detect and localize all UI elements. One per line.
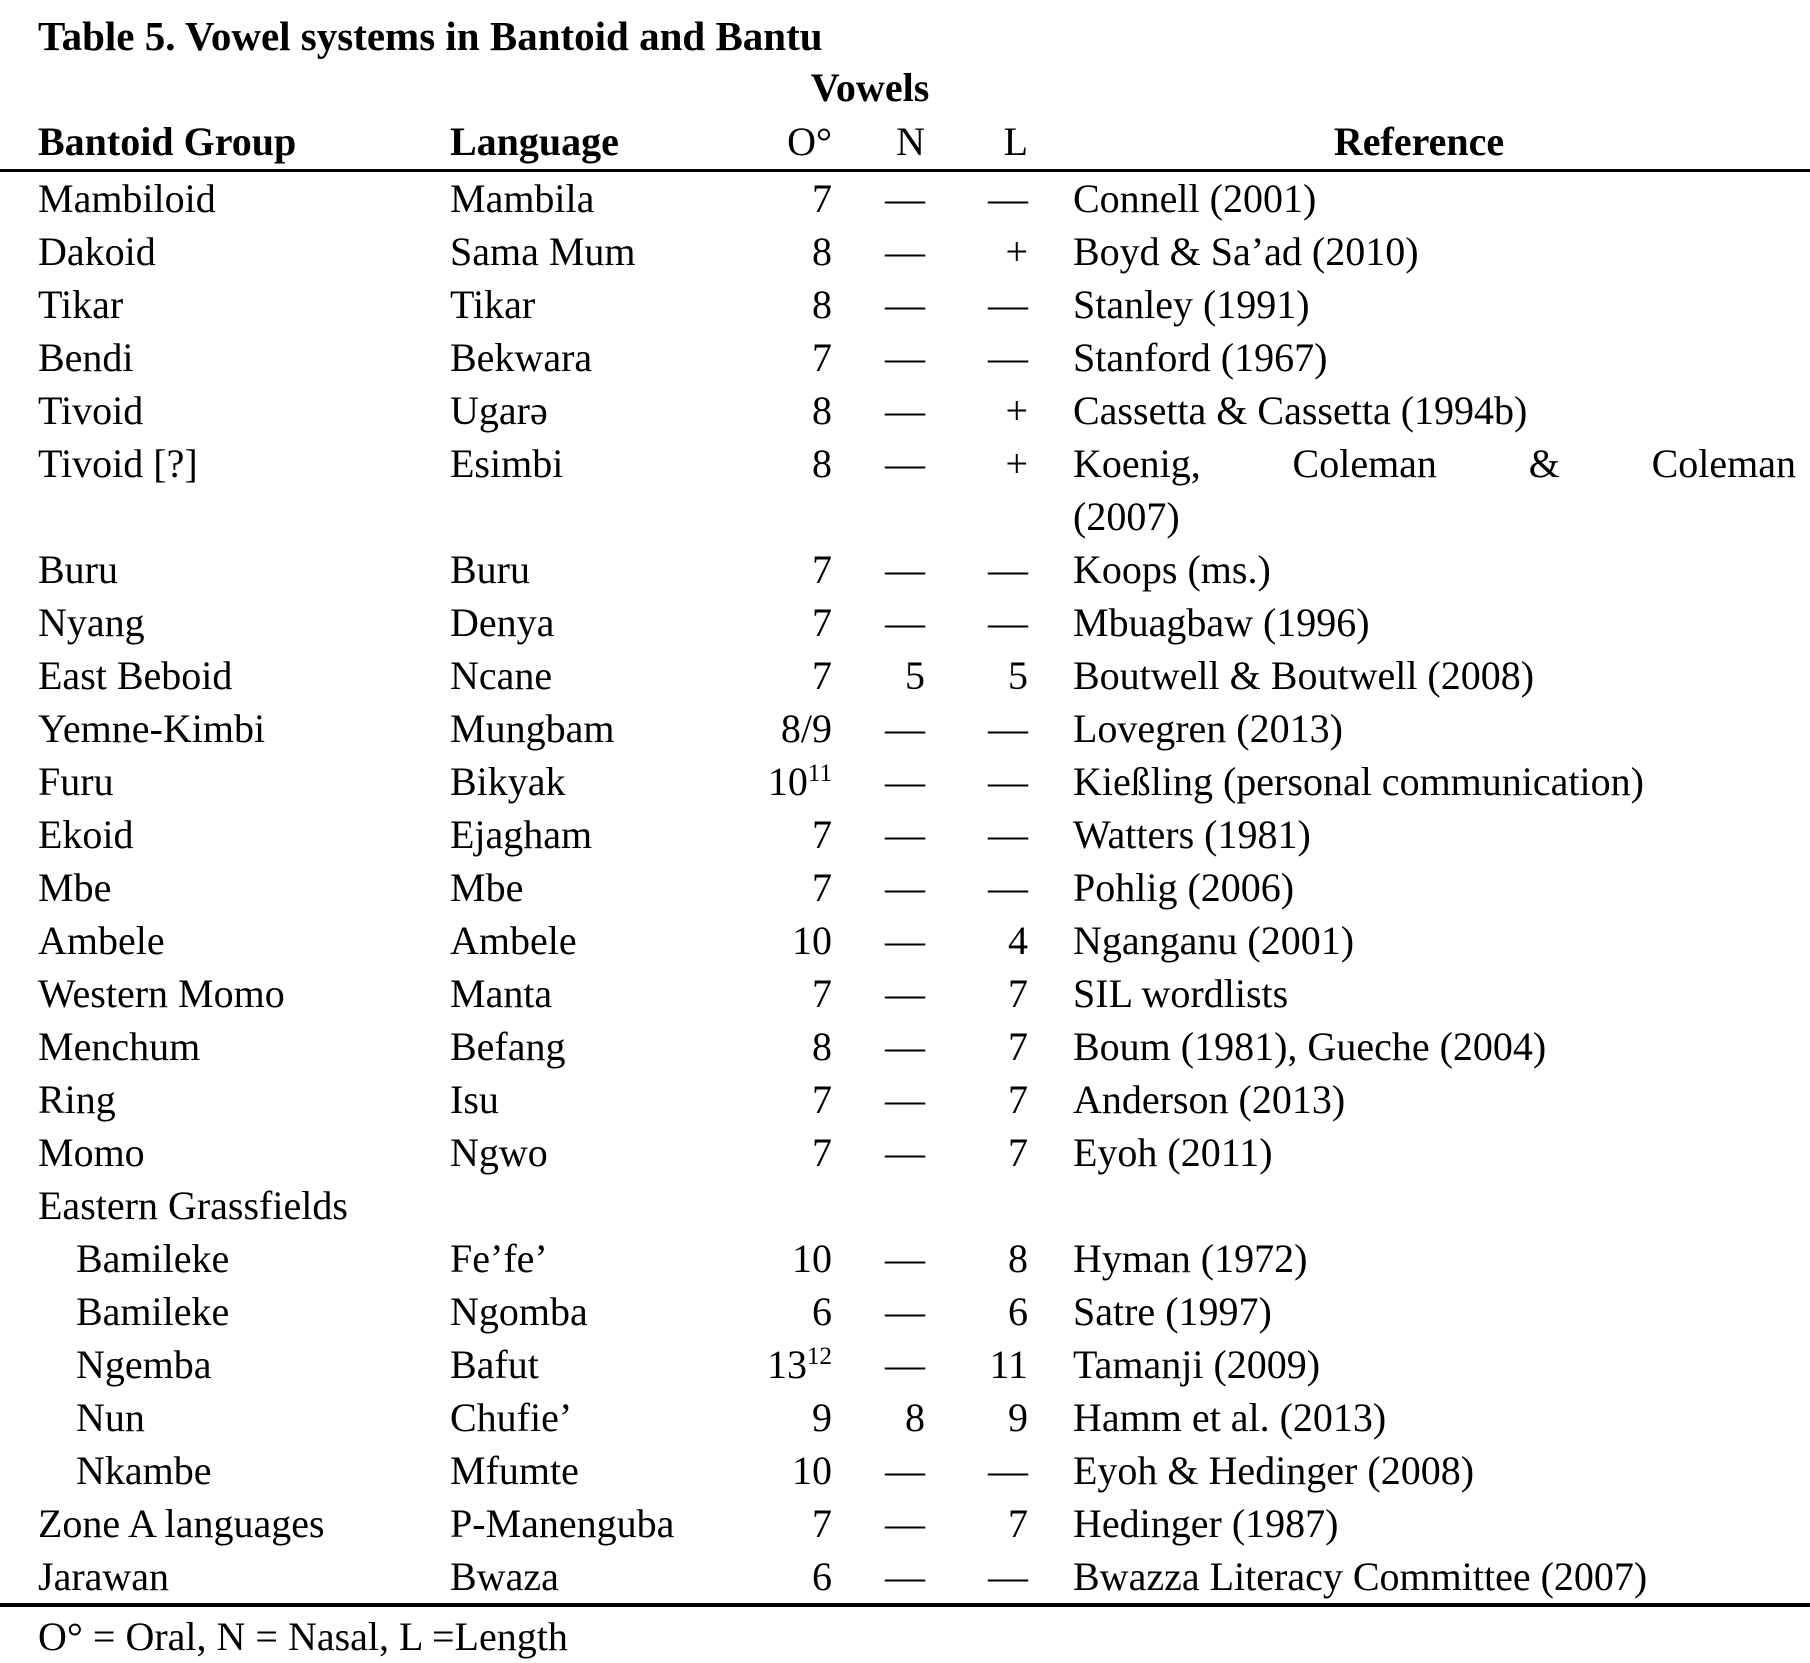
cell-bantoid-group: Nkambe	[76, 1448, 212, 1493]
cell-nasal-count: —	[885, 918, 925, 963]
cell-oral-count: 10	[792, 1448, 832, 1493]
cell-reference: Tamanji (2009)	[1073, 1342, 1321, 1387]
cell-language: Befang	[450, 1024, 566, 1069]
cell-nasal-count: —	[885, 441, 925, 486]
cell-oral-count: 8	[812, 388, 832, 433]
cell-length-count: —	[988, 282, 1028, 327]
cell-nasal-count: —	[885, 1236, 925, 1281]
cell-oral-count: 7	[812, 176, 832, 221]
cell-reference: Nganganu (2001)	[1073, 918, 1355, 963]
cell-oral-count: 7	[812, 653, 832, 698]
cell-length-count: 9	[1008, 1395, 1028, 1440]
table-row	[0, 1285, 1810, 1338]
spacer-cell	[450, 62, 712, 114]
col-header-reference: Reference	[1028, 114, 1810, 171]
cell-language: Bekwara	[450, 335, 593, 380]
cell-length-count: 7	[1008, 1024, 1028, 1069]
cell-reference: Connell (2001)	[1073, 176, 1317, 221]
cell-language: Mambila	[450, 176, 595, 221]
cell-length-count: —	[988, 865, 1028, 910]
cell-reference: Hamm et al. (2013)	[1073, 1395, 1387, 1440]
table-title: Table 5. Vowel systems in Bantoid and Bantu	[38, 13, 823, 59]
table-row	[0, 702, 1810, 755]
cell-nasal-count: —	[885, 1289, 925, 1334]
footnote-marker: 12	[807, 1343, 832, 1371]
cell-oral-count: 7	[812, 1077, 832, 1122]
cell-nasal-count: —	[885, 971, 925, 1016]
table-row	[0, 1550, 1810, 1605]
cell-language: Ejagham	[450, 812, 593, 857]
cell-language: Tikar	[450, 282, 536, 327]
cell-oral-count: 10	[792, 1236, 832, 1281]
cell-nasal-count: —	[885, 1554, 925, 1599]
cell-oral-count: 8	[812, 229, 832, 274]
cell-language: Ambele	[450, 918, 577, 963]
cell-language: Ngomba	[450, 1289, 588, 1334]
cell-reference: Koenig, Coleman & Coleman (2007)	[1073, 441, 1796, 539]
cell-bantoid-group: Momo	[38, 1130, 145, 1175]
cell-oral-count: 8	[812, 1024, 832, 1069]
table-row	[0, 1020, 1810, 1073]
cell-length-count: —	[988, 176, 1028, 221]
cell-bantoid-group: Ekoid	[38, 812, 134, 857]
cell-language: Bafut	[450, 1342, 539, 1387]
table-row	[0, 967, 1810, 1020]
cell-bantoid-group: East Beboid	[38, 653, 233, 698]
cell-length-count: 7	[1008, 1501, 1028, 1546]
cell-reference: Cassetta & Cassetta (1994b)	[1073, 388, 1528, 433]
cell-oral-count: 7	[812, 971, 832, 1016]
cell-length-count: 8	[1008, 1236, 1028, 1281]
cell-oral-count: 7	[812, 1501, 832, 1546]
vowels-spanner-row	[0, 62, 1810, 114]
cell-length-count: —	[988, 706, 1028, 751]
cell-oral-count: 6	[812, 1289, 832, 1334]
cell-oral-count: 8	[812, 441, 832, 486]
cell-language: P-Manenguba	[450, 1501, 675, 1546]
cell-oral-count: 7	[812, 812, 832, 857]
table-row	[0, 1391, 1810, 1444]
cell-nasal-count: —	[885, 335, 925, 380]
table-row	[0, 171, 1810, 226]
table-row	[0, 1073, 1810, 1126]
cell-bantoid-group: Eastern Grassfields	[38, 1183, 348, 1228]
cell-bantoid-group: Bamileke	[76, 1289, 230, 1334]
cell-reference: Eyoh & Hedinger (2008)	[1073, 1448, 1475, 1493]
cell-nasal-count: —	[885, 1077, 925, 1122]
cell-bantoid-group: Jarawan	[38, 1554, 170, 1599]
cell-oral-count: 8/9	[780, 706, 832, 751]
cell-length-count: 5	[1008, 653, 1028, 698]
table-row	[0, 225, 1810, 278]
cell-language: Manta	[450, 971, 553, 1016]
column-header-row	[0, 114, 1810, 171]
cell-language: Mbe	[450, 865, 524, 910]
cell-oral-count: 7	[812, 547, 832, 592]
spacer-cell	[1028, 62, 1810, 114]
table-row	[0, 596, 1810, 649]
table-row	[0, 1232, 1810, 1285]
cell-length-count: +	[1005, 388, 1028, 433]
table-row	[0, 649, 1810, 702]
cell-length-count: +	[1005, 441, 1028, 486]
cell-length-count: 11	[989, 1342, 1028, 1387]
cell-oral-count: $10^{11}$	[767, 759, 832, 804]
cell-bantoid-group: Dakoid	[38, 229, 156, 274]
cell-language: Buru	[450, 547, 530, 592]
cell-reference: Pohlig (2006)	[1073, 865, 1295, 910]
cell-reference: Stanford (1967)	[1073, 335, 1328, 380]
cell-length-count: —	[988, 1554, 1028, 1599]
cell-length-count: —	[988, 1448, 1028, 1493]
cell-oral-count: 7	[812, 865, 832, 910]
cell-reference: Eyoh (2011)	[1073, 1130, 1273, 1175]
cell-oral-count: $13^{12}$	[767, 1342, 832, 1387]
cell-language: Bikyak	[450, 759, 566, 804]
cell-oral-count: 7	[812, 335, 832, 380]
cell-oral-count: 7	[812, 1130, 832, 1175]
cell-bantoid-group: Tivoid	[38, 388, 144, 433]
cell-oral-count	[712, 1179, 832, 1232]
col-header-oral: O°	[712, 114, 832, 171]
cell-language: Fe’fe’	[450, 1236, 548, 1281]
cell-reference: Hyman (1972)	[1073, 1236, 1308, 1281]
cell-reference: Watters (1981)	[1073, 812, 1311, 857]
cell-nasal-count: 8	[905, 1395, 925, 1440]
cell-nasal-count: 5	[905, 653, 925, 698]
cell-length-count: —	[988, 547, 1028, 592]
cell-oral-count: 8	[812, 282, 832, 327]
cell-reference: Satre (1997)	[1073, 1289, 1272, 1334]
cell-bantoid-group: Buru	[38, 547, 118, 592]
cell-bantoid-group: Bamileke	[76, 1236, 230, 1281]
cell-nasal-count: —	[885, 1501, 925, 1546]
cell-language	[450, 1179, 712, 1232]
table-row	[0, 543, 1810, 596]
cell-language: Sama Mum	[450, 229, 636, 274]
table-row	[0, 1179, 1810, 1232]
cell-bantoid-group: Nun	[76, 1395, 145, 1440]
cell-reference: Stanley (1991)	[1073, 282, 1310, 327]
cell-nasal-count: —	[885, 229, 925, 274]
cell-bantoid-group: Yemne-Kimbi	[38, 706, 266, 751]
cell-bantoid-group: Zone A languages	[38, 1501, 325, 1546]
cell-bantoid-group: Ngemba	[76, 1342, 212, 1387]
cell-nasal-count: —	[885, 812, 925, 857]
cell-nasal-count: —	[885, 547, 925, 592]
cell-bantoid-group: Ring	[38, 1077, 116, 1122]
cell-bantoid-group: Menchum	[38, 1024, 201, 1069]
cell-language: Bwaza	[450, 1554, 559, 1599]
table-row	[0, 755, 1810, 808]
cell-nasal-count: —	[885, 1448, 925, 1493]
cell-reference: Boyd & Sa’ad (2010)	[1073, 229, 1419, 274]
cell-length-count: 7	[1008, 971, 1028, 1016]
col-header-bantoid-group: Bantoid Group	[0, 114, 450, 171]
footnote-marker: 11	[807, 760, 832, 788]
cell-nasal-count: —	[885, 600, 925, 645]
cell-bantoid-group: Mambiloid	[38, 176, 216, 221]
cell-length-count: +	[1005, 229, 1028, 274]
cell-length-count: 7	[1008, 1077, 1028, 1122]
table-row	[0, 861, 1810, 914]
cell-bantoid-group: Nyang	[38, 600, 145, 645]
cell-nasal-count: —	[885, 282, 925, 327]
cell-reference: Lovegren (2013)	[1073, 706, 1343, 751]
spacer-cell	[0, 62, 450, 114]
cell-reference	[1028, 1179, 1810, 1232]
cell-nasal-count	[832, 1179, 925, 1232]
cell-reference: Hedinger (1987)	[1073, 1501, 1339, 1546]
cell-language: Ncane	[450, 653, 553, 698]
cell-length-count: —	[988, 759, 1028, 804]
cell-oral-count: 6	[812, 1554, 832, 1599]
cell-oral-count: 10	[792, 918, 832, 963]
cell-bantoid-group: Tikar	[38, 282, 124, 327]
col-header-nasal: N	[832, 114, 925, 171]
cell-nasal-count: —	[885, 176, 925, 221]
cell-nasal-count: —	[885, 1130, 925, 1175]
cell-language: Isu	[450, 1077, 499, 1122]
cell-length-count: —	[988, 335, 1028, 380]
table-row	[0, 1497, 1810, 1550]
cell-length-count: 7	[1008, 1130, 1028, 1175]
cell-nasal-count: —	[885, 759, 925, 804]
cell-reference: Anderson (2013)	[1073, 1077, 1346, 1122]
cell-language: Mfumte	[450, 1448, 579, 1493]
cell-length-count: —	[988, 600, 1028, 645]
table-row	[0, 1338, 1810, 1391]
cell-bantoid-group: Mbe	[38, 865, 112, 910]
col-header-language: Language	[450, 114, 712, 171]
table-row	[0, 808, 1810, 861]
cell-nasal-count: —	[885, 706, 925, 751]
cell-language: Ugarə	[450, 388, 548, 433]
cell-bantoid-group: Bendi	[38, 335, 134, 380]
cell-language: Denya	[450, 600, 555, 645]
cell-length-count: 6	[1008, 1289, 1028, 1334]
table-row	[0, 278, 1810, 331]
cell-reference: Bwazza Literacy Committee (2007)	[1073, 1554, 1648, 1599]
cell-length-count: 4	[1008, 918, 1028, 963]
cell-language: Chufie’	[450, 1395, 573, 1440]
cell-reference: SIL wordlists	[1073, 971, 1289, 1016]
cell-language: Esimbi	[450, 441, 564, 486]
cell-reference: Boum (1981), Gueche (2004)	[1073, 1024, 1547, 1069]
table-row	[0, 1126, 1810, 1179]
cell-language: Mungbam	[450, 706, 615, 751]
cell-nasal-count: —	[885, 1342, 925, 1387]
table-row	[0, 384, 1810, 437]
table-row	[0, 1444, 1810, 1497]
cell-nasal-count: —	[885, 388, 925, 433]
table-footnote: O° = Oral, N = Nasal, L =Length	[38, 1614, 568, 1659]
col-header-length: L	[925, 114, 1028, 171]
cell-bantoid-group: Furu	[38, 759, 114, 804]
cell-bantoid-group: Ambele	[38, 918, 165, 963]
table-row	[0, 437, 1810, 543]
cell-reference: Mbuagbaw (1996)	[1073, 600, 1370, 645]
cell-oral-count: 7	[812, 600, 832, 645]
cell-language: Ngwo	[450, 1130, 548, 1175]
table-row	[0, 331, 1810, 384]
cell-length-count: —	[988, 812, 1028, 857]
cell-nasal-count: —	[885, 865, 925, 910]
cell-reference: Kießling (personal communication)	[1073, 759, 1644, 804]
cell-reference: Boutwell & Boutwell (2008)	[1073, 653, 1535, 698]
cell-bantoid-group: Western Momo	[38, 971, 285, 1016]
table-row	[0, 914, 1810, 967]
cell-bantoid-group: Tivoid [?]	[38, 441, 198, 486]
cell-oral-count: 9	[812, 1395, 832, 1440]
vowel-systems-table	[0, 62, 1810, 1607]
vowels-group-header: Vowels	[810, 65, 930, 110]
cell-reference: Koops (ms.)	[1073, 547, 1271, 592]
cell-nasal-count: —	[885, 1024, 925, 1069]
cell-length-count	[925, 1179, 1028, 1232]
